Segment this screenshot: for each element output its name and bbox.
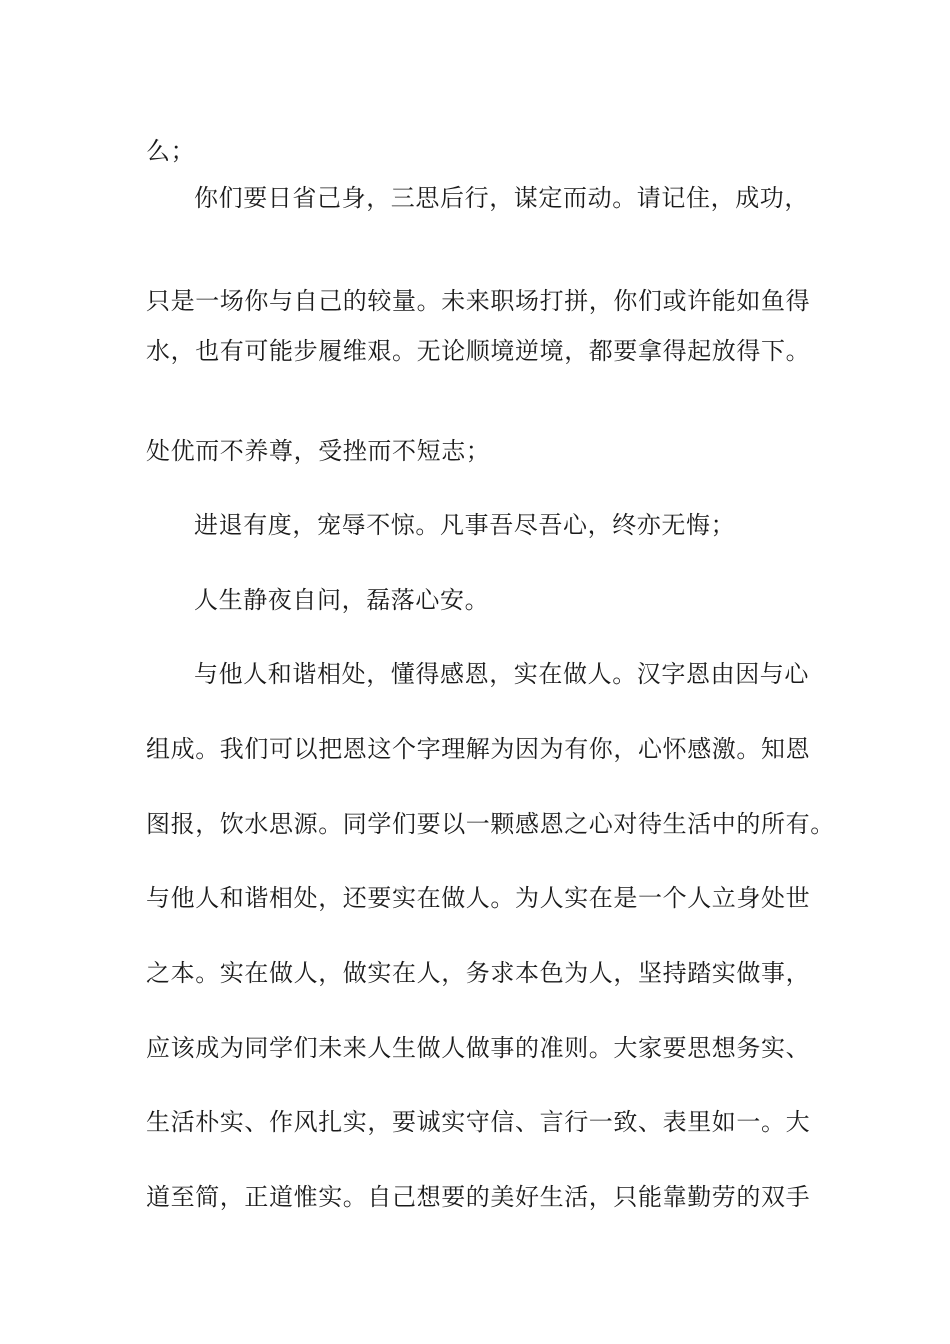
text-line: 图报，饮水思源。同学们要以一颗感恩之心对待生活中的所有。 [146,810,835,838]
text-line: 应该成为同学们未来人生做人做事的准则。大家要思想务实、 [146,1034,811,1062]
text-line: 只是一场你与自己的较量。未来职场打拼，你们或许能如鱼得 [146,287,811,315]
paragraph-start-line: 人生静夜自问，磊落心安。 [194,586,490,614]
text-line: 道至简，正道惟实。自己想要的美好生活，只能靠勤劳的双手 [146,1183,811,1211]
text-line: 处优而不养尊，受挫而不短志； [146,437,491,465]
text-line: 组成。我们可以把恩这个字理解为因为有你，心怀感激。知恩 [146,735,811,763]
text-line: 么； [146,137,196,165]
text-line: 与他人和谐相处，还要实在做人。为人实在是一个人立身处世 [146,884,811,912]
paragraph-start-line: 你们要日省己身，三思后行，谋定而动。请记住，成功， [194,184,809,212]
paragraph-start-line: 与他人和谐相处，懂得感恩，实在做人。汉字恩由因与心 [194,660,809,688]
text-line: 生活朴实、作风扎实，要诚实守信、言行一致、表里如一。大 [146,1108,811,1136]
text-line: 水，也有可能步履维艰。无论顺境逆境，都要拿得起放得下。 [146,337,811,365]
paragraph-start-line: 进退有度，宠辱不惊。凡事吾尽吾心，终亦无悔； [194,511,736,539]
text-line: 之本。实在做人，做实在人，务求本色为人，坚持踏实做事， [146,959,811,987]
